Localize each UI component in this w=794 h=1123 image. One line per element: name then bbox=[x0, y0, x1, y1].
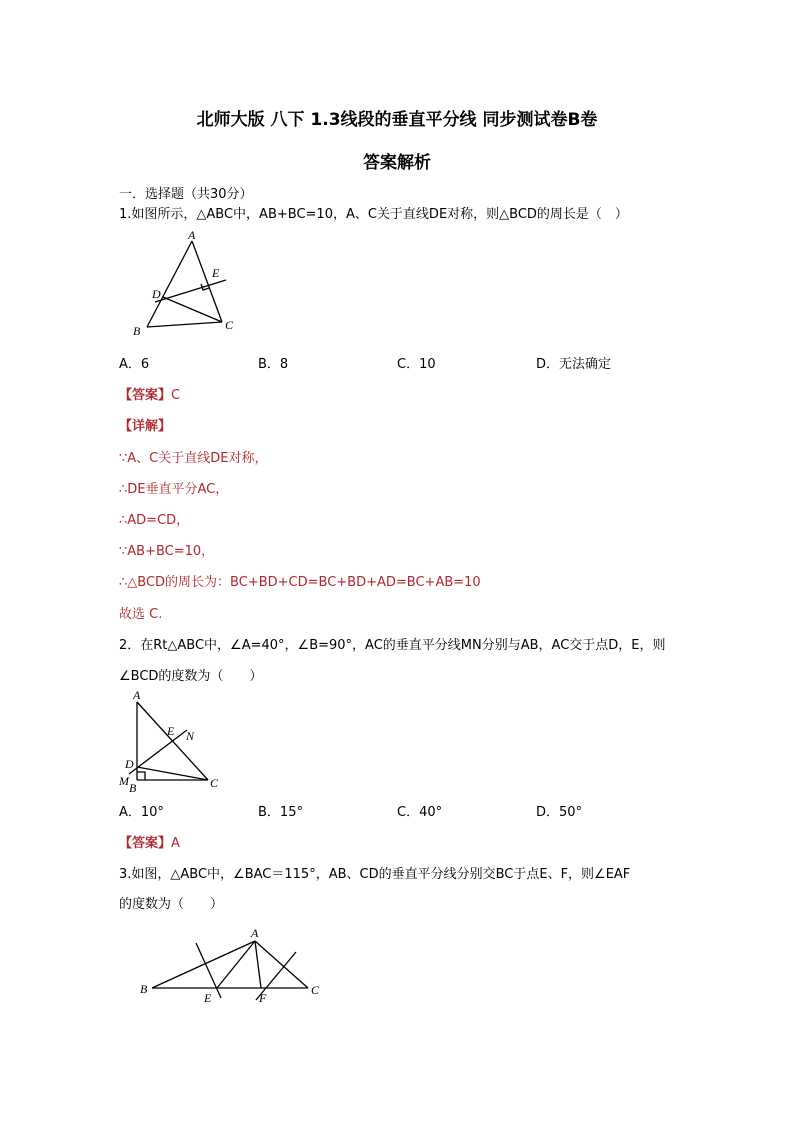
question-1-stem: 1.如图所示，△ABC中，AB+BC=10，A、C关于直线DE对称，则△BCD的周长是（ ） bbox=[119, 207, 628, 222]
q3-line-ab bbox=[152, 941, 255, 988]
q1-label-d: D bbox=[152, 287, 161, 301]
q1-answer-tag: 【答案】 bbox=[119, 388, 172, 403]
question-2-stem-line-1: 2．在Rt△ABC中，∠A=40°，∠B=90°，AC的垂直平分线MN分别与AB，AC交于点D，E，则 bbox=[119, 638, 666, 653]
q2-option-d: D．50° bbox=[536, 805, 583, 820]
q2-label-c: C bbox=[210, 776, 219, 790]
document-title: 北师大版 八下 1.3线段的垂直平分线 同步测试卷B卷 bbox=[196, 110, 598, 130]
q1-label-b: B bbox=[133, 324, 141, 338]
question-2-stem-line-2: ∠BCD的度数为（ ） bbox=[119, 669, 263, 684]
q3-bisector-ab bbox=[196, 943, 221, 998]
q1-answer-value: C bbox=[171, 388, 181, 403]
q2-answer-tag: 【答案】 bbox=[119, 836, 172, 851]
q3-line-ae bbox=[217, 941, 255, 988]
section-heading: 一．选择题（共30分） bbox=[119, 187, 253, 202]
q1-step-5: ∴△BCD的周长为：BC+BD+CD=BC+BD+AD=BC+AB=10 bbox=[119, 575, 481, 590]
q1-option-d: D．无法确定 bbox=[536, 357, 612, 372]
q3-label-c: C bbox=[311, 983, 320, 997]
q1-option-a: A．6 bbox=[119, 357, 150, 372]
q1-label-a: A bbox=[188, 228, 196, 242]
q2-option-c: C．40° bbox=[397, 805, 443, 820]
q3-line-af bbox=[255, 941, 261, 988]
q3-label-f: F bbox=[259, 991, 267, 1005]
q1-option-b: B．8 bbox=[258, 357, 289, 372]
question-3-stem-line-2: 的度数为（ ） bbox=[119, 897, 224, 912]
q2-label-e: E bbox=[167, 724, 175, 738]
q1-step-4: ∵AB+BC=10， bbox=[119, 544, 215, 559]
q3-label-b: B bbox=[140, 982, 148, 996]
q2-label-n: N bbox=[186, 729, 195, 743]
q2-answer-value: A bbox=[171, 836, 180, 851]
q1-label-c: C bbox=[225, 318, 234, 332]
document-subtitle: 答案解析 bbox=[363, 153, 431, 173]
q3-label-a: A bbox=[251, 926, 259, 940]
q1-label-e: E bbox=[212, 266, 220, 280]
q1-option-c: C．10 bbox=[397, 357, 436, 372]
question-3-stem-line-1: 3.如图，△ABC中，∠BAC＝115°，AB、CD的垂直平分线分别交BC于点E、F，则∠EAF bbox=[119, 867, 631, 882]
q2-option-a: A．10° bbox=[119, 805, 164, 820]
q1-detail-tag: 【详解】 bbox=[119, 419, 172, 434]
q2-label-d: D bbox=[125, 757, 134, 771]
q1-step-1: ∵A、C关于直线DE对称， bbox=[119, 451, 268, 466]
q1-step-3: ∴AD=CD， bbox=[119, 513, 190, 528]
q3-line-ac bbox=[255, 941, 308, 988]
q1-step-2: ∴DE垂直平分AC， bbox=[119, 482, 229, 497]
q2-option-b: B．15° bbox=[258, 805, 303, 820]
q1-conclusion: 故选 C. bbox=[119, 607, 163, 622]
q2-label-m: M bbox=[119, 774, 129, 788]
q2-label-a: A bbox=[133, 688, 141, 702]
q2-label-b: B bbox=[129, 781, 137, 795]
q3-label-e: E bbox=[204, 991, 212, 1005]
